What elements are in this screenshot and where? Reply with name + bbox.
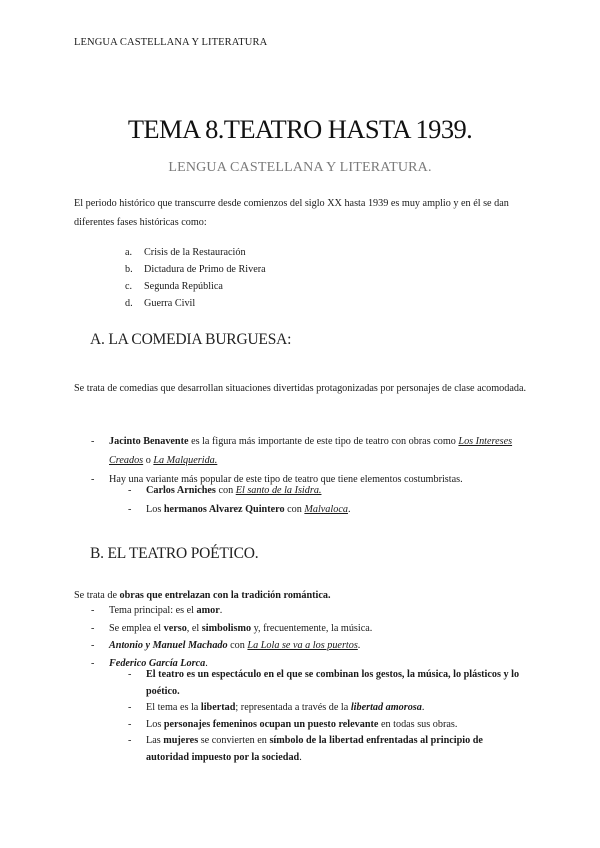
paragraph-text: Se trata de bbox=[74, 590, 120, 601]
list-item-text: con bbox=[227, 640, 248, 651]
list-item-text: o bbox=[143, 455, 154, 466]
author-name: Antonio y Manuel Machado bbox=[109, 640, 228, 651]
list-item-text: Los bbox=[146, 504, 164, 515]
list-item-text: se convierten en bbox=[198, 735, 270, 746]
document-subtitle: LENGUA CASTELLANA Y LITERATURA. bbox=[168, 160, 432, 175]
paragraph-emphasis: obras que entrelazan con la tradición romántica. bbox=[119, 590, 331, 601]
work-title: Malvaloca bbox=[304, 504, 348, 515]
list-item-text: ; representada a través de la bbox=[235, 702, 351, 713]
list-item bbox=[128, 500, 528, 519]
list-item-text: Dictadura de Primo de Rivera bbox=[144, 264, 266, 275]
author-name: Jacinto Benavente bbox=[109, 436, 189, 447]
work-title: El santo de la Isidra. bbox=[235, 485, 322, 496]
dash-bullet: - bbox=[91, 605, 95, 616]
list-item bbox=[128, 481, 528, 500]
dash-bullet: - bbox=[91, 436, 95, 447]
list-item-text: Crisis de la Restauración bbox=[144, 247, 246, 258]
author-name: Federico García Lorca bbox=[109, 657, 206, 669]
dash-bullet: - bbox=[128, 735, 132, 746]
section-b-sublist bbox=[128, 667, 528, 766]
section-b-list bbox=[91, 602, 531, 672]
list-marker: a. bbox=[125, 247, 133, 258]
emphasis: verso bbox=[163, 622, 187, 634]
author-name: hermanos Alvarez Quintero bbox=[163, 504, 285, 515]
dash-bullet: - bbox=[128, 485, 132, 496]
dash-bullet: - bbox=[91, 640, 95, 651]
dash-bullet: - bbox=[128, 669, 132, 680]
dash-bullet: - bbox=[91, 474, 95, 485]
emphasis: libertad amorosa bbox=[350, 702, 422, 713]
list-item bbox=[128, 667, 528, 700]
list-item bbox=[125, 261, 266, 278]
list-item bbox=[128, 717, 528, 734]
list-item-text: Tema principal: es el bbox=[109, 605, 197, 616]
dash-bullet: - bbox=[128, 504, 132, 515]
work-title: Los Intereses Creados bbox=[109, 436, 513, 466]
emphasis: símbolo de la libertad enfrentadas al principio de autoridad impuesto por la sociedad bbox=[146, 735, 483, 763]
dash-bullet: - bbox=[91, 657, 95, 669]
list-item-text: Las bbox=[146, 735, 164, 746]
list-item-text: en todas sus obras. bbox=[378, 718, 458, 730]
work-title: La Malquerida. bbox=[153, 455, 218, 466]
emphasis: libertad bbox=[200, 702, 236, 713]
list-item bbox=[128, 700, 528, 717]
list-item-text: . bbox=[219, 605, 223, 616]
list-item-text: Se emplea el bbox=[109, 622, 164, 634]
work-title: La Lola se va a los puertos bbox=[247, 640, 358, 651]
intro-paragraph: El periodo histórico que transcurre desde comienzos del siglo XX hasta 1939 es muy amplio y en él se dan diferentes fases históricas como: bbox=[74, 198, 509, 228]
list-item-text: Los bbox=[146, 718, 164, 730]
list-item-text: es la figura más importante de este tipo de teatro con obras como bbox=[188, 436, 459, 447]
author-name: Carlos Arniches bbox=[146, 485, 216, 496]
list-item-text: , el bbox=[186, 622, 202, 634]
dash-bullet: - bbox=[91, 622, 95, 634]
emphasis: simbolismo bbox=[201, 622, 252, 634]
list-item-text: Hay una variante más popular de este tipo de teatro que tiene elementos costumbristas. bbox=[109, 474, 463, 485]
emphasis: personajes femeninos ocupan un puesto relevante bbox=[163, 718, 379, 730]
list-item-text: El tema es la bbox=[146, 702, 201, 713]
section-a-heading: A. LA COMEDIA BURGUESA: bbox=[90, 331, 292, 348]
section-a-paragraph: Se trata de comedias que desarrollan situaciones divertidas protagonizadas por personajes de clase acomodada. bbox=[74, 383, 527, 394]
list-item-text: . bbox=[421, 702, 425, 713]
list-item bbox=[91, 620, 531, 638]
list-item-text: . bbox=[357, 640, 361, 651]
section-a-sublist bbox=[128, 481, 528, 519]
list-item-text: . bbox=[205, 657, 208, 669]
list-item bbox=[125, 278, 266, 295]
emphasis: mujeres bbox=[163, 735, 199, 746]
page-header: LENGUA CASTELLANA Y LITERATURA bbox=[74, 37, 268, 48]
list-item-text: con bbox=[284, 504, 305, 515]
list-item bbox=[91, 432, 531, 470]
list-marker: c. bbox=[125, 281, 133, 292]
list-item bbox=[91, 637, 531, 655]
list-marker: b. bbox=[125, 264, 133, 275]
list-item-text: Guerra Civil bbox=[144, 298, 196, 309]
historical-phases-list bbox=[125, 244, 266, 312]
list-item-text: con bbox=[215, 485, 236, 496]
list-item-text: . bbox=[299, 751, 302, 763]
emphasis: El teatro es un espectáculo en el que se combinan los gestos, la música, lo plásticos y lo poético. bbox=[146, 669, 520, 697]
emphasis: amor bbox=[196, 605, 220, 616]
list-item bbox=[125, 295, 266, 312]
list-item-text: . bbox=[347, 504, 351, 515]
list-item bbox=[125, 244, 266, 261]
dash-bullet: - bbox=[128, 718, 132, 730]
list-marker: d. bbox=[125, 298, 133, 309]
document-title: TEMA 8.TEATRO HASTA 1939. bbox=[127, 114, 473, 144]
dash-bullet: - bbox=[128, 702, 132, 713]
list-item bbox=[91, 602, 531, 620]
section-b-heading: B. EL TEATRO POÉTICO. bbox=[90, 545, 259, 562]
list-item-text: Segunda República bbox=[144, 281, 223, 292]
list-item-text: y, frecuentemente, la música. bbox=[251, 622, 373, 634]
list-item bbox=[128, 733, 528, 766]
